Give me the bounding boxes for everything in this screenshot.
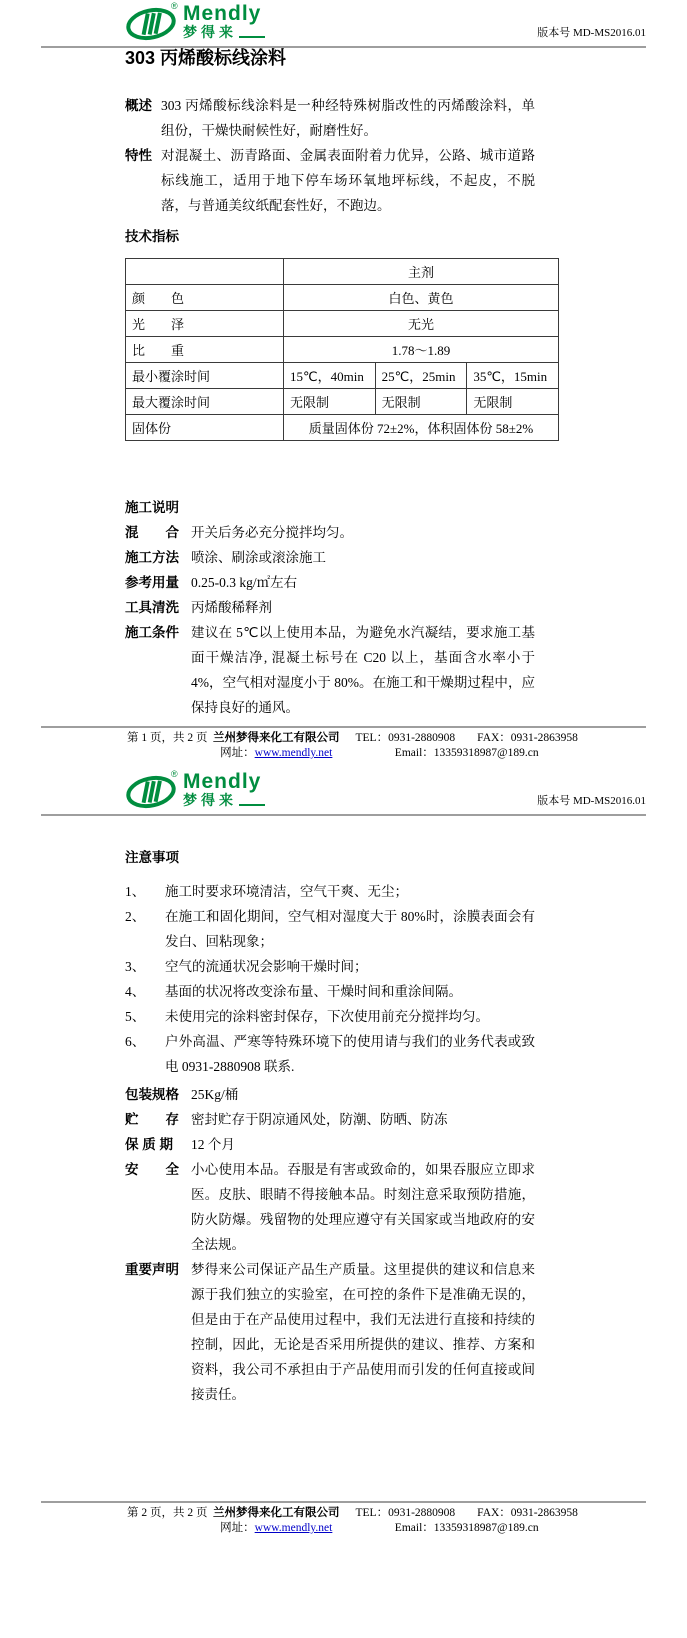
info-row-safety: [125, 1157, 535, 1257]
table-cell-label: 最小覆涂时间: [126, 363, 284, 389]
row-label: 包装规格: [125, 1087, 179, 1102]
row-text: 12 个月: [191, 1137, 235, 1152]
mendly-logo-icon: [125, 772, 177, 812]
fax: FAX：0931-2863958: [477, 732, 578, 744]
row-label: 保 质 期: [125, 1137, 174, 1152]
table-row: [126, 337, 559, 363]
table-cell-label: 最大覆涂时间: [126, 389, 284, 415]
table-row: [126, 363, 559, 389]
info-row-packaging: [125, 1082, 535, 1107]
table-header-main-agent: 主剂: [284, 259, 559, 285]
list-item: [125, 979, 535, 1004]
table-cell-label: 光 泽: [126, 311, 284, 337]
logo-name-cn: [183, 24, 265, 41]
row-label: 工具清洗: [125, 600, 179, 615]
company-name: 兰州梦得来化工有限公司: [213, 1507, 340, 1519]
info-row-disclaimer: [125, 1257, 535, 1407]
table-cell-value: 35℃，15min: [467, 363, 559, 389]
logo-name-en: Mendly: [183, 770, 262, 793]
row-label: 安 全: [125, 1162, 179, 1177]
row-label: 混 合: [125, 525, 179, 540]
email: Email：13359318987@189.cn: [394, 747, 539, 759]
website-label: 网址：: [220, 1522, 255, 1534]
logo-name-cn: [183, 792, 265, 809]
company-block: [213, 731, 340, 761]
page2-body: [125, 845, 535, 1407]
overview-section: [125, 93, 535, 143]
logo-name-cn-text: 梦得来: [183, 792, 237, 808]
overview-text: 303 丙烯酸标线涂料是一种经特殊树脂改性的丙烯酸涂料，单组份，干燥快耐候性好，耐磨性好。: [161, 98, 535, 138]
table-cell-label: 颜 色: [126, 285, 284, 311]
item-text: 在施工和固化期间，空气相对湿度大于 80%时，涂膜表面会有发白、回粘现象；: [165, 909, 535, 949]
table-cell-value: 无限制: [375, 389, 467, 415]
feature-label: 特性: [125, 148, 152, 163]
item-text: 未使用完的涂料密封保存，下次使用前充分搅拌均匀。: [165, 1009, 489, 1024]
construction-row-conditions: [125, 620, 535, 720]
list-item: [125, 1004, 535, 1029]
tel: TEL：0931-2880908: [355, 732, 456, 744]
website-line: [213, 746, 340, 761]
list-item: [125, 904, 535, 954]
logo-wordmark: [183, 4, 265, 41]
website-label: 网址：: [220, 747, 255, 759]
table-cell-value: 质量固体份 72±2%，体积固体份 58±2%: [284, 415, 559, 441]
construction-row-consumption: [125, 570, 535, 595]
item-text: 施工时要求环境清洁，空气干爽、无尘；: [165, 884, 408, 899]
overview-label: 概述: [125, 98, 152, 113]
page2-header: [41, 768, 646, 816]
row-text: 25Kg/桶: [191, 1087, 239, 1102]
page1-footer: [41, 726, 646, 761]
item-number: 3、: [125, 959, 146, 974]
registered-trademark-icon: ®: [171, 1, 178, 11]
table-cell-value: 白色、黄色: [284, 285, 559, 311]
row-text: 密封贮存于阴凉通风处，防潮、防晒、防冻: [191, 1112, 448, 1127]
mendly-logo: [125, 1, 265, 44]
table-cell-value: 15℃，40min: [284, 363, 376, 389]
row-text: 开关后务必充分搅拌均匀。: [191, 525, 353, 540]
construction-row-mixing: [125, 520, 535, 545]
construction-row-method: [125, 545, 535, 570]
construction-heading: 施工说明: [125, 500, 179, 515]
table-cell-value: 25℃，25min: [375, 363, 467, 389]
row-label: 参考用量: [125, 575, 179, 590]
logo-underline: [239, 36, 265, 38]
product-title: 303 丙烯酸标线涂料: [125, 48, 287, 68]
row-text: 梦得来公司保证产品生产质量。这里提供的建议和信息来源于我们独立的实验室，在可控的条件下是准确无误的，但是由于在产品使用过程中，我们无法进行直接和持续的控制，因此，无论是否采用所提供的建议、推荐、方案和资料，我公司不承担由于产品使用而引发的任何直接或间接责任。: [191, 1262, 535, 1402]
row-label: 重要声明: [125, 1262, 179, 1277]
logo-underline: [239, 804, 265, 806]
table-cell-empty: [126, 259, 284, 285]
logo-wordmark: [183, 772, 265, 809]
feature-section: [125, 143, 535, 218]
email: Email：13359318987@189.cn: [394, 1522, 539, 1534]
row-text: 丙烯酸稀释剂: [191, 600, 272, 615]
registered-trademark-icon: ®: [171, 769, 178, 779]
company-name: 兰州梦得来化工有限公司: [213, 732, 340, 744]
page-number: 第 2 页，共 2 页: [127, 1507, 208, 1519]
row-label: 施工条件: [125, 625, 179, 640]
table-row: [126, 285, 559, 311]
table-cell-value: 1.78～1.89: [284, 337, 559, 363]
table-row: [126, 389, 559, 415]
table-cell-value: 无限制: [284, 389, 376, 415]
list-item: [125, 954, 535, 979]
fax: FAX：0931-2863958: [477, 1507, 578, 1519]
table-cell-value: 无光: [284, 311, 559, 337]
row-text: 喷涂、刷涂或滚涂施工: [191, 550, 326, 565]
feature-text: 对混凝土、沥青路面、金属表面附着力优异，公路、城市道路标线施工，适用于地下停车场环氧地坪标线，不起皮，不脱落，与普通美纹纸配套性好，不跑边。: [161, 148, 535, 213]
notes-list: [125, 879, 535, 1079]
item-text: 基面的状况将改变涂布量、干燥时间和重涂间隔。: [165, 984, 462, 999]
info-row-shelf-life: [125, 1132, 535, 1157]
item-text: 空气的流通状况会影响干燥时间；: [165, 959, 368, 974]
tech-heading: 技术指标: [125, 229, 179, 244]
row-text: 小心使用本品。吞服是有害或致命的，如果吞服应立即求医。皮肤、眼睛不得接触本品。时刻注意采取预防措施，防火防爆。残留物的处理应遵守有关国家或当地政府的安全法规。: [191, 1162, 535, 1252]
table-row: [126, 259, 559, 285]
notes-heading: 注意事项: [125, 850, 179, 865]
tel: TEL：0931-2880908: [355, 1507, 456, 1519]
version-label: 版本号 MD-MS2016.01: [537, 27, 646, 39]
mendly-logo-icon: [125, 4, 177, 44]
page2-footer: [41, 1501, 646, 1536]
page1-body: [125, 46, 548, 720]
version-label: 版本号 MD-MS2016.01: [537, 795, 646, 807]
tech-spec-table: [125, 258, 559, 441]
info-row-storage: [125, 1107, 535, 1132]
list-item: [125, 879, 535, 904]
list-item: [125, 1029, 535, 1079]
mendly-logo: [125, 769, 265, 812]
item-number: 6、: [125, 1034, 146, 1049]
page1-header: [41, 0, 646, 48]
table-row: [126, 311, 559, 337]
website-line: [213, 1521, 340, 1536]
row-label: 贮 存: [125, 1112, 179, 1127]
table-row: [126, 415, 559, 441]
table-cell-label: 固体份: [126, 415, 284, 441]
item-text: 户外高温、严寒等特殊环境下的使用请与我们的业务代表或致电 0931-2880908 联系.: [165, 1034, 535, 1074]
website-link[interactable]: www.mendly.net: [254, 747, 333, 759]
info-rows: [125, 1082, 535, 1407]
website-link[interactable]: www.mendly.net: [254, 1522, 333, 1534]
row-label: 施工方法: [125, 550, 179, 565]
item-number: 5、: [125, 1009, 146, 1024]
page-number: 第 1 页，共 2 页: [127, 732, 208, 744]
tel-fax-line: [356, 1506, 578, 1521]
tel-fax-line: [356, 731, 578, 746]
row-text: 0.25-0.3 kg/㎡左右: [191, 575, 298, 590]
contact-block: [356, 1506, 578, 1536]
item-number: 2、: [125, 909, 146, 924]
contact-block: [356, 731, 578, 761]
logo-name-en: Mendly: [183, 2, 262, 25]
table-cell-value: 无限制: [467, 389, 559, 415]
logo-name-cn-text: 梦得来: [183, 24, 237, 40]
company-block: [213, 1506, 340, 1536]
table-cell-label: 比 重: [126, 337, 284, 363]
construction-row-tool-cleaning: [125, 595, 535, 620]
item-number: 4、: [125, 984, 146, 999]
row-text: 建议在 5℃以上使用本品，为避免水汽凝结，要求施工基面干燥洁净, 混凝土标号在 C20 以上，基面含水率小于 4%，空气相对湿度小于 80%。在施工和干燥期过程中，应保持良好的通风。: [191, 625, 535, 715]
item-number: 1、: [125, 884, 146, 899]
